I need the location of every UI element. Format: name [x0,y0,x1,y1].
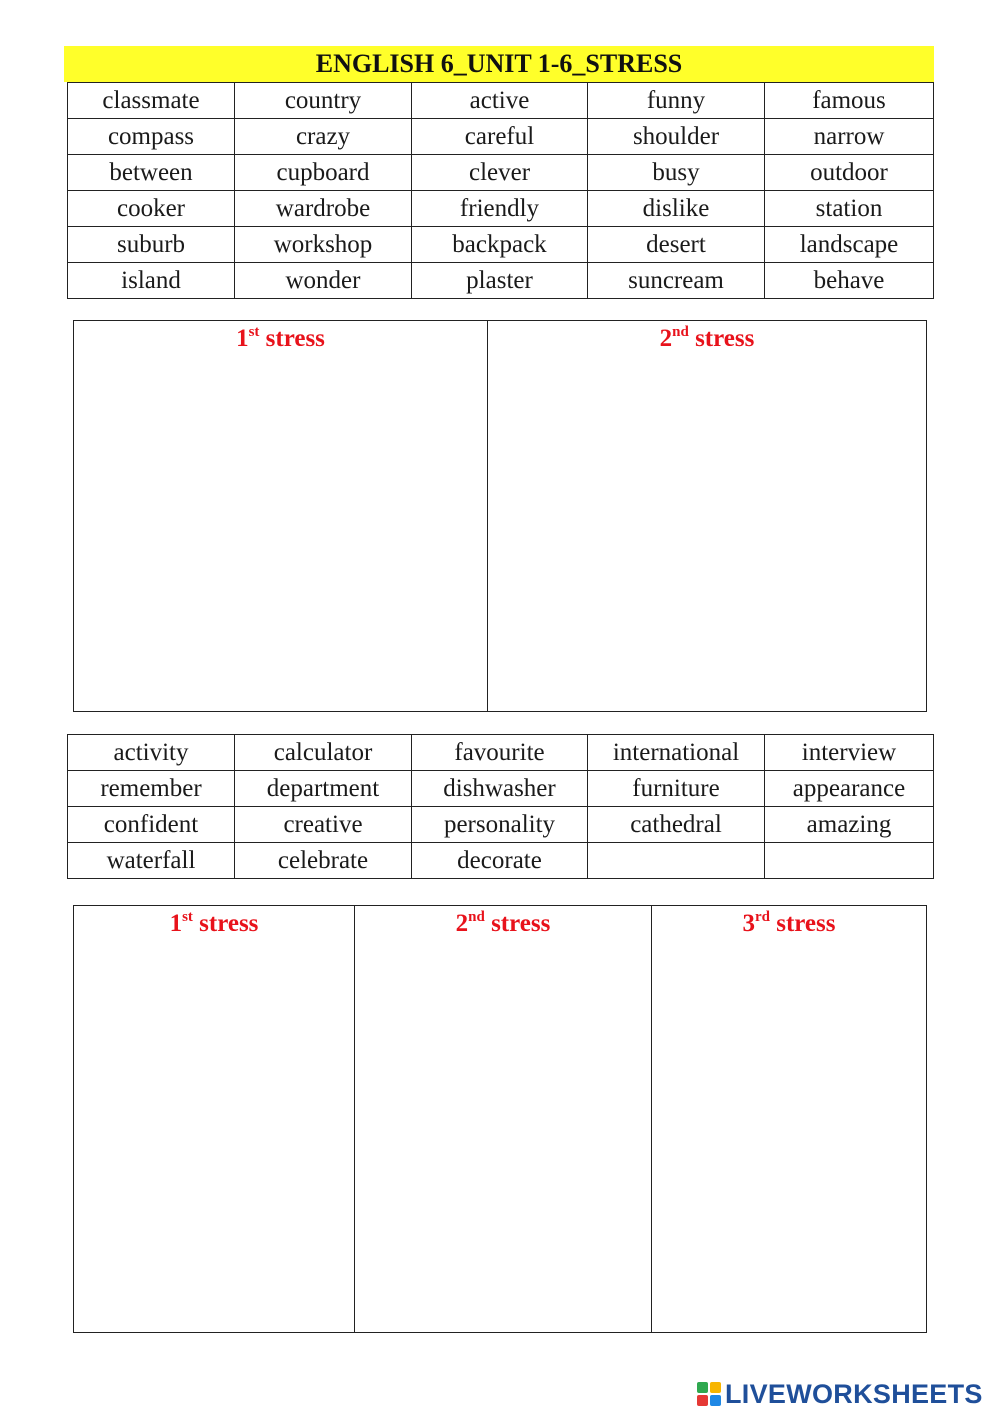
table-row [68,83,934,119]
word-cell[interactable]: dishwasher [412,771,588,807]
word-cell[interactable]: dislike [588,191,765,227]
column-heading-2nd-stress: 2nd stress [659,324,755,352]
word-cell[interactable]: furniture [588,771,765,807]
word-cell[interactable]: careful [412,119,588,155]
drop-zone-2nd-stress[interactable] [354,906,651,1332]
table-row [68,807,934,843]
word-cell[interactable]: remember [68,771,235,807]
word-cell[interactable]: compass [68,119,235,155]
word-cell[interactable]: celebrate [235,843,412,879]
table-row [68,263,934,299]
word-cell[interactable]: interview [765,735,934,771]
empty-cell [765,843,934,879]
word-cell[interactable]: funny [588,83,765,119]
drop-zone-1st-stress[interactable] [74,321,487,711]
table-row [68,227,934,263]
word-cell[interactable]: backpack [412,227,588,263]
drop-zone-2nd-stress[interactable] [487,321,926,711]
sort-box-two-syllable [73,320,927,712]
word-cell[interactable]: landscape [765,227,934,263]
word-cell[interactable]: plaster [412,263,588,299]
column-heading-1st-stress: 1st stress [236,324,325,352]
word-cell[interactable]: waterfall [68,843,235,879]
word-cell[interactable]: workshop [235,227,412,263]
word-cell[interactable]: suburb [68,227,235,263]
word-cell[interactable]: wardrobe [235,191,412,227]
word-cell[interactable]: amazing [765,807,934,843]
word-cell[interactable]: creative [235,807,412,843]
liveworksheets-logo-icon [697,1382,721,1406]
word-cell[interactable]: crazy [235,119,412,155]
word-cell[interactable]: busy [588,155,765,191]
table-row [68,155,934,191]
worksheet-title: ENGLISH 6_UNIT 1-6_STRESS [64,46,934,82]
logo-text: LIVEWORKSHEETS [725,1378,983,1409]
word-cell[interactable]: famous [765,83,934,119]
word-cell[interactable]: island [68,263,235,299]
empty-cell [588,843,765,879]
table-row [68,191,934,227]
word-cell[interactable]: confident [68,807,235,843]
liveworksheets-logo[interactable] [697,1378,983,1410]
word-cell[interactable]: active [412,83,588,119]
word-cell[interactable]: cupboard [235,155,412,191]
word-cell[interactable]: country [235,83,412,119]
word-cell[interactable]: between [68,155,235,191]
column-heading-1st-stress: 1st stress [169,909,259,937]
word-cell[interactable]: calculator [235,735,412,771]
word-cell[interactable]: cooker [68,191,235,227]
word-cell[interactable]: cathedral [588,807,765,843]
column-heading-3rd-stress: 3rd stress [742,909,836,937]
table-row [68,771,934,807]
word-table-two-syllable [67,82,934,299]
word-cell[interactable]: suncream [588,263,765,299]
column-heading-2nd-stress: 2nd stress [455,909,551,937]
word-cell[interactable]: personality [412,807,588,843]
word-cell[interactable]: friendly [412,191,588,227]
word-cell[interactable]: international [588,735,765,771]
drop-zone-3rd-stress[interactable] [651,906,926,1332]
word-cell[interactable]: department [235,771,412,807]
word-cell[interactable]: desert [588,227,765,263]
word-cell[interactable]: station [765,191,934,227]
word-cell[interactable]: appearance [765,771,934,807]
table-row [68,843,934,879]
word-cell[interactable]: decorate [412,843,588,879]
word-cell[interactable]: shoulder [588,119,765,155]
word-cell[interactable]: classmate [68,83,235,119]
word-table-multi-syllable [67,734,934,879]
word-cell[interactable]: behave [765,263,934,299]
word-cell[interactable]: narrow [765,119,934,155]
table-row [68,119,934,155]
drop-zone-1st-stress[interactable] [74,906,354,1332]
word-cell[interactable]: outdoor [765,155,934,191]
word-cell[interactable]: activity [68,735,235,771]
sort-box-multi-syllable [73,905,927,1333]
word-cell[interactable]: clever [412,155,588,191]
word-cell[interactable]: favourite [412,735,588,771]
table-row [68,735,934,771]
word-cell[interactable]: wonder [235,263,412,299]
